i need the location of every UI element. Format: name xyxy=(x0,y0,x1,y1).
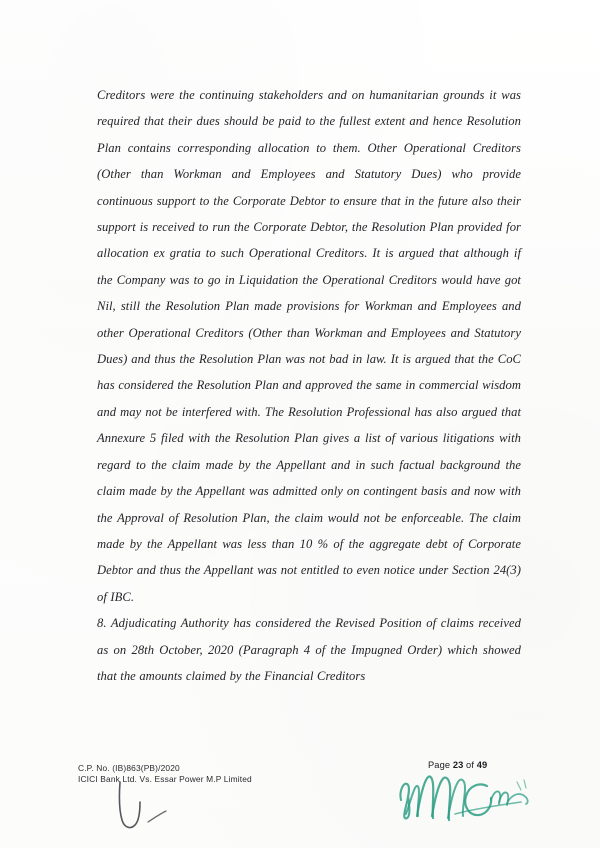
page-body-text xyxy=(97,82,521,689)
page-number-current: 23 xyxy=(452,760,464,770)
signature-mark xyxy=(395,770,535,832)
page-number-total: 49 xyxy=(476,760,488,770)
pen-mark xyxy=(108,780,178,838)
page-number-of: of xyxy=(466,760,475,770)
page-number-label: Page xyxy=(428,760,451,770)
paragraph-8: 8. Adjudicating Authority has considered the Revised Position of claims received as on 28th October, 2020 (Paragraph 4 of the Impugned Order) which showed that the amounts claimed by the Financial Creditors xyxy=(97,616,521,683)
footer-case-reference xyxy=(78,763,252,786)
paragraph-continued: Creditors were the continuing stakeholders and on humanitarian grounds it was required that their dues should be paid to the fullest extent and hence Resolution Plan contains corresponding allocation to them. Other Operational Creditors (Other than Workman and Employees and Statutory Dues) who provide continuous support to the Corporate Debtor to ensure that in the future also their support is received to run the Corporate Debtor, the Resolution Plan provided for allocation ex gratia to such Operational Creditors. It is argued that although if the Company was to go in Liquidation the Operational Creditors would have got Nil, still the Resolution Plan made provisions for Workman and Employees and other Operational Creditors (Other than Workman and Employees and Statutory Dues) and thus the Resolution Plan was not bad in law. It is argued that the CoC has considered the Resolution Plan and approved the same in commercial wisdom and may not be interfered with. The Resolution Professional has also argued that Annexure 5 filed with the Resolution Plan gives a list of various litigations with regard to the claim made by the Appellant and in such factual background the claim made by the Appellant was admitted only on contingent basis and now with the Approval of Resolution Plan, the claim would not be enforceable. The claim made by the Appellant was less than 10 % of the aggregate debt of Corporate Debtor and thus the Appellant was not entitled to even notice under Section 24(3) of IBC. xyxy=(97,88,521,604)
page-number-indicator xyxy=(428,760,487,770)
footer-case-title: ICICI Bank Ltd. Vs. Essar Power M.P Limited xyxy=(78,774,252,785)
footer-case-number: C.P. No. (IB)863(PB)/2020 xyxy=(78,763,180,773)
